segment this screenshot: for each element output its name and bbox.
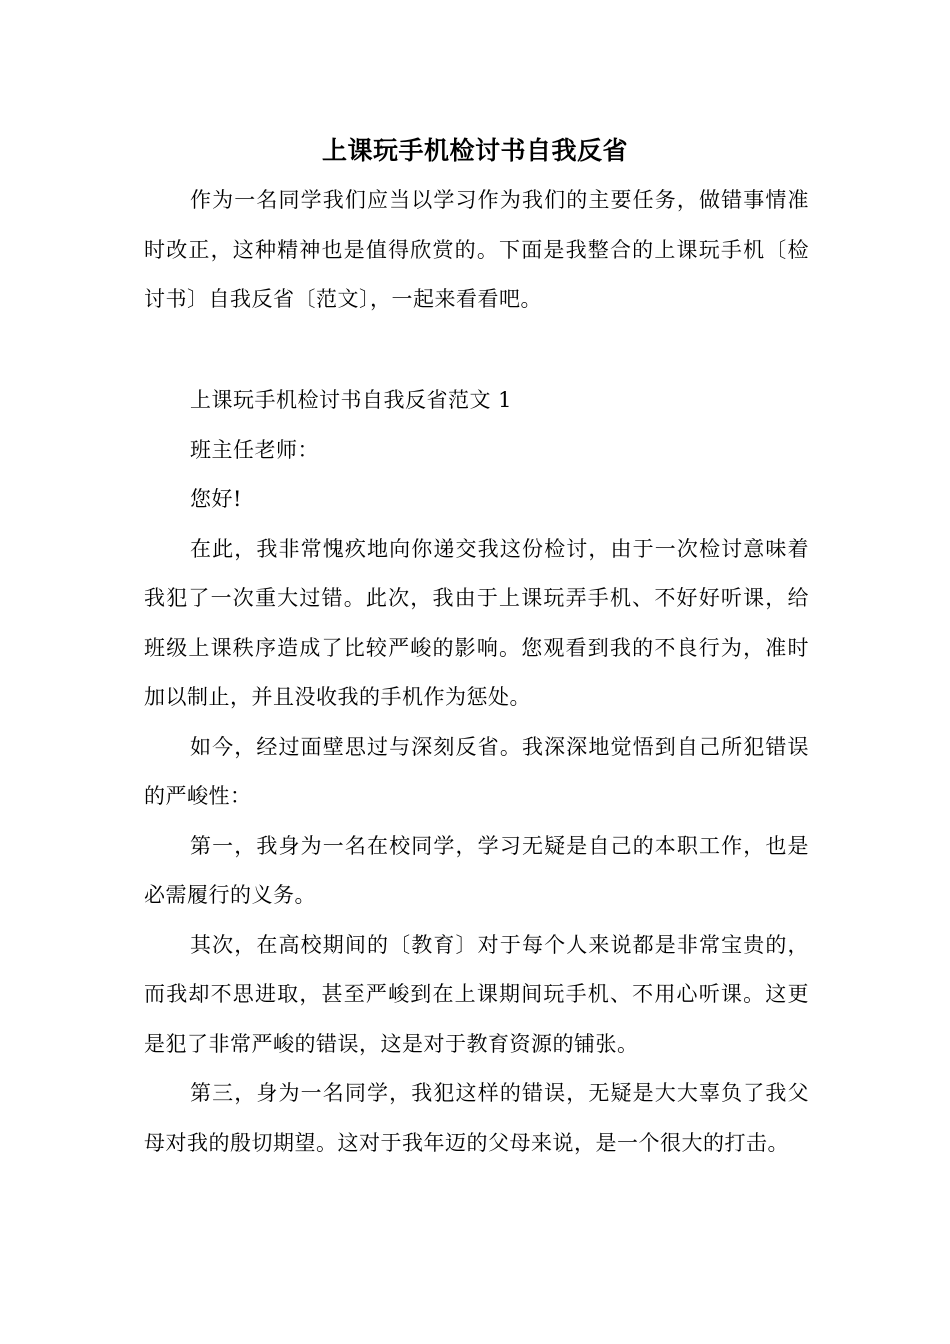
greeting: 您好!: [190, 487, 242, 511]
main-section: [144, 376, 809, 1168]
body-paragraph: 如今，经过面壁思过与深刻反省。我深深地觉悟到自己所犯错误的严峻性：: [144, 734, 809, 808]
intro-paragraph: 作为一名同学我们应当以学习作为我们的主要任务，做错事情准时改正，这种精神也是值得欣赏的。下面是我整合的上课玩手机〔检讨书〕自我反省〔范文〕，一起来看看吧。: [144, 188, 809, 311]
document-title: 上课玩手机检讨书自我反省: [321, 136, 628, 165]
section-heading: 上课玩手机检讨书自我反省范文 1: [190, 388, 513, 412]
body-paragraph: 其次，在高校期间的〔教育〕对于每个人来说都是非常宝贵的，而我却不思进取，甚至严峻到在上课期间玩手机、不用心听课。这更是犯了非常严峻的错误，这是对于教育资源的铺张。: [144, 932, 809, 1056]
body-paragraph: 在此，我非常愧疚地向你递交我这份检讨，由于一次检讨意味着我犯了一次重大过错。此次，我由于上课玩弄手机、不好好听课，给班级上课秩序造成了比较严峻的影响。您观看到我的不良行为，准时加以制止，并且没收我的手机作为惩处。: [144, 536, 809, 709]
intro-section: [144, 176, 809, 325]
body-paragraph: 第一，我身为一名在校同学，学习无疑是自己的本职工作，也是必需履行的义务。: [144, 833, 809, 907]
salutation: 班主任老师：: [190, 437, 319, 462]
body-paragraph: 第三，身为一名同学，我犯这样的错误，无疑是大大辜负了我父母对我的殷切期望。这对于我年迈的父母来说，是一个很大的打击。: [144, 1081, 809, 1155]
